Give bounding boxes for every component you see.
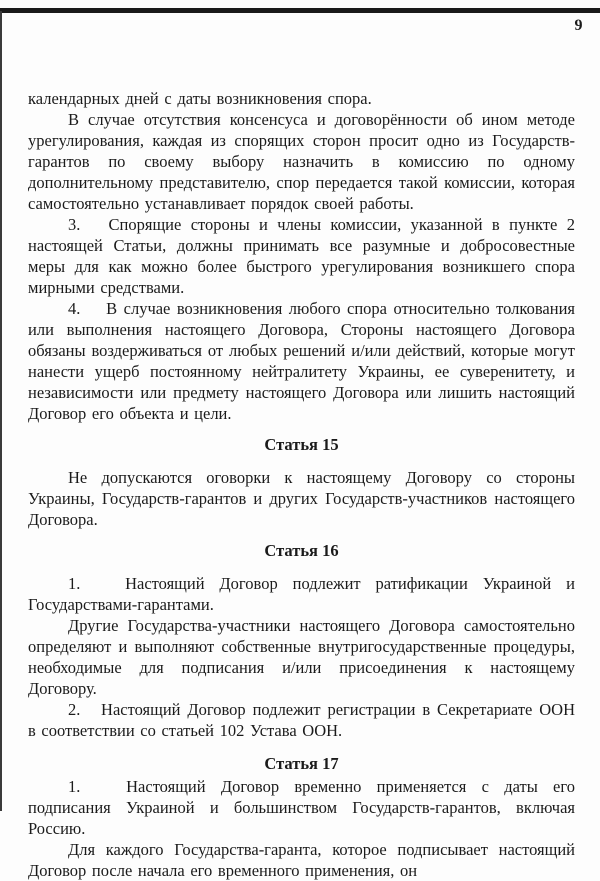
continuation-paragraph: календарных дней с даты возникновения спора. [28, 89, 372, 108]
scan-top-rule [0, 8, 600, 13]
paragraph-item-3: 3. Спорящие стороны и члены комиссии, указанной в пункте 2 настоящей Статьи, должны принимать все разумные и добросовестные меры для как можно более быстрого урегулирования возникшего спора мирными средствами. [28, 215, 575, 297]
paragraph-article-17-item-1: 1. Настоящий Договор временно применяется с даты его подписания Украиной и большинством Государств-гарантов, включая Россию. [28, 777, 575, 838]
paragraph-dispute-method: В случае отсутствия консенсуса и договорённости об ином методе урегулирования, каждая из спорящих сторон просит одно из Государств-гарантов по своему выбору назначить в комиссию по одному дополнительному представителю, спор передается такой комиссии, которая самостоятельно устанавливает порядок своей работы. [28, 110, 575, 213]
paragraph-article-16-other-states: Другие Государства-участники настоящего Договора самостоятельно определяют и выполняют собственные внутригосударственные процедуры, необходимые для подписания и/или присоединения к настоящему Договору. [28, 616, 575, 698]
page-number: 9 [574, 17, 583, 34]
paragraph-article-16-item-2: 2. Настоящий Договор подлежит регистрации в Секретариате ООН в соответствии со статьей 102 Устава ООН. [28, 700, 575, 740]
document-content [28, 88, 575, 881]
paragraph-article-15: Не допускаются оговорки к настоящему Договору со стороны Украины, Государств-гарантов и других Государств-участников настоящего Договора. [28, 468, 575, 529]
article-heading-15: Статья 15 [264, 435, 339, 454]
scan-left-rule [0, 11, 2, 811]
article-heading-17: Статья 17 [264, 754, 339, 773]
article-heading-16: Статья 16 [264, 541, 339, 560]
paragraph-item-4: 4. В случае возникновения любого спора относительно толкования или выполнения настоящего Договора, Стороны настоящего Договора обязаны воздерживаться от любых решений и/или действий, которые могут нанести ущерб постоянному нейтралитету Украины, ее суверенитету, и независимости или предмету настоящего Договора или лишить настоящий Договор его объекта и цели. [28, 299, 575, 423]
paragraph-article-17-continuation: Для каждого Государства-гаранта, которое подписывает настоящий Договор после начала его временного применения, он [28, 840, 575, 880]
paragraph-article-16-item-1: 1. Настоящий Договор подлежит ратификации Украиной и Государствами-гарантами. [28, 574, 575, 614]
